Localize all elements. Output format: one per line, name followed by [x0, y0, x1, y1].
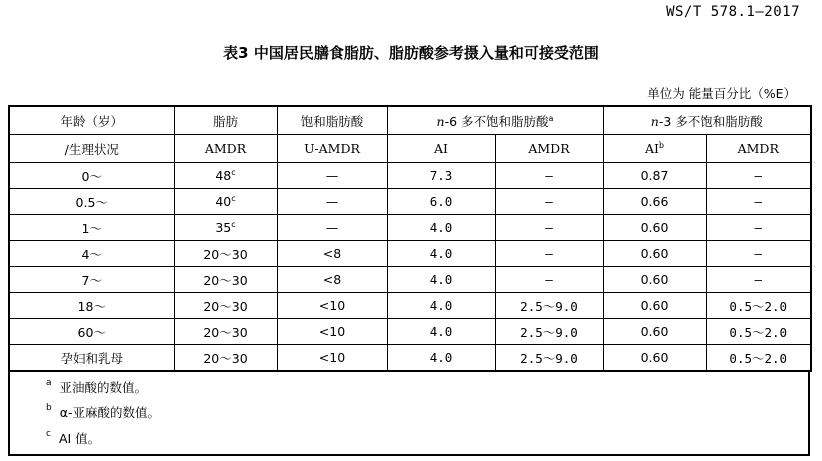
cell-sfa: — — [277, 215, 387, 241]
cell-age: 4～ — [9, 241, 174, 267]
header-n3: n-3 多不饱和脂肪酸 — [603, 106, 811, 135]
cell-age: 1～ — [9, 215, 174, 241]
cell-n6-ai: 4.0 — [387, 241, 495, 267]
cell-sfa: <10 — [277, 293, 387, 319]
cell-n3-ai: 0.60 — [603, 293, 706, 319]
footnote-a: $^a$ 亚油酸的数值。 — [46, 378, 148, 395]
cell-n6-amdr: — — [495, 267, 603, 293]
cell-n6-amdr: 2.5～9.0 — [495, 319, 603, 345]
cell-n3-ai: 0.60 — [603, 215, 706, 241]
cell-sfa: <8 — [277, 241, 387, 267]
cell-sfa: — — [277, 163, 387, 189]
table-row — [9, 163, 811, 189]
cell-sfa: — — [277, 189, 387, 215]
cell-age: 60～ — [9, 319, 174, 345]
sub-fat-amdr: AMDR — [174, 135, 277, 163]
cell-n3-amdr: — — [706, 163, 811, 189]
cell-fat: 20～30 — [174, 241, 277, 267]
cell-n6-ai: 4.0 — [387, 293, 495, 319]
cell-n3-amdr: — — [706, 267, 811, 293]
cell-age: 18～ — [9, 293, 174, 319]
footnote-c: $^c$ AI 值。 — [46, 429, 101, 446]
cell-n3-ai: 0.87 — [603, 163, 706, 189]
cell-sfa: <10 — [277, 345, 387, 372]
header-row-2 — [9, 135, 811, 163]
sub-n6-amdr: AMDR — [495, 135, 603, 163]
table-row — [9, 293, 811, 319]
cell-fat: 20～30 — [174, 319, 277, 345]
table-row — [9, 189, 811, 215]
cell-n3-amdr: 0.5～2.0 — [706, 345, 811, 372]
sub-sfa-uamdr: U-AMDR — [277, 135, 387, 163]
header-sfa: 饱和脂肪酸 — [277, 106, 387, 135]
standard-number: WS/T 578.1—2017 — [666, 4, 800, 20]
cell-n6-ai: 4.0 — [387, 345, 495, 372]
cell-fat: 20～30 — [174, 267, 277, 293]
cell-n3-amdr: — — [706, 241, 811, 267]
table-row — [9, 241, 811, 267]
sub-n3-amdr: AMDR — [706, 135, 811, 163]
cell-n6-amdr: — — [495, 189, 603, 215]
table-row — [9, 319, 811, 345]
cell-n3-ai: 0.60 — [603, 319, 706, 345]
cell-n3-amdr: — — [706, 189, 811, 215]
table-row — [9, 215, 811, 241]
cell-n3-ai: 0.60 — [603, 345, 706, 372]
header-age-2: /生理状况 — [9, 135, 174, 163]
cell-n6-amdr: 2.5～9.0 — [495, 293, 603, 319]
cell-n3-ai: 0.60 — [603, 267, 706, 293]
header-fat: 脂肪 — [174, 106, 277, 135]
table-row — [9, 345, 811, 372]
cell-n6-ai: 4.0 — [387, 319, 495, 345]
unit-label: 单位为 能量百分比（%E） — [647, 86, 796, 101]
table-title: 表3 中国居民膳食脂肪、脂肪酸参考摄入量和可接受范围 — [223, 44, 599, 62]
cell-fat: 48$^c$ — [174, 163, 277, 189]
cell-fat: 20～30 — [174, 293, 277, 319]
cell-n6-ai: 4.0 — [387, 267, 495, 293]
cell-n6-ai: 4.0 — [387, 215, 495, 241]
cell-n6-amdr: — — [495, 215, 603, 241]
cell-age: 0～ — [9, 163, 174, 189]
cell-age: 0.5～ — [9, 189, 174, 215]
nutrient-table — [8, 105, 812, 372]
cell-n6-ai: 6.0 — [387, 189, 495, 215]
cell-n6-amdr: — — [495, 241, 603, 267]
cell-n3-ai: 0.60 — [603, 241, 706, 267]
cell-n3-ai: 0.66 — [603, 189, 706, 215]
sub-n6-ai: AI — [387, 135, 495, 163]
cell-fat: 40$^c$ — [174, 189, 277, 215]
cell-age: 孕妇和乳母 — [9, 345, 174, 372]
header-n6: n-6 多不饱和脂肪酸$^a$ — [387, 106, 603, 135]
cell-fat: 35$^c$ — [174, 215, 277, 241]
cell-n6-amdr: — — [495, 163, 603, 189]
cell-fat: 20～30 — [174, 345, 277, 372]
cell-sfa: <10 — [277, 319, 387, 345]
footnote-b: $^b$ α-亚麻酸的数值。 — [46, 403, 160, 420]
cell-n3-amdr: 0.5～2.0 — [706, 293, 811, 319]
table-row — [9, 267, 811, 293]
header-row-1 — [9, 106, 811, 135]
cell-n6-ai: 7.3 — [387, 163, 495, 189]
header-age: 年龄（岁） — [9, 106, 174, 135]
cell-n3-amdr: 0.5～2.0 — [706, 319, 811, 345]
cell-sfa: <8 — [277, 267, 387, 293]
cell-n3-amdr: — — [706, 215, 811, 241]
sub-n3-ai: $AI^b$ — [603, 135, 706, 163]
cell-n6-amdr: 2.5～9.0 — [495, 345, 603, 372]
cell-age: 7～ — [9, 267, 174, 293]
footnotes — [8, 372, 810, 456]
